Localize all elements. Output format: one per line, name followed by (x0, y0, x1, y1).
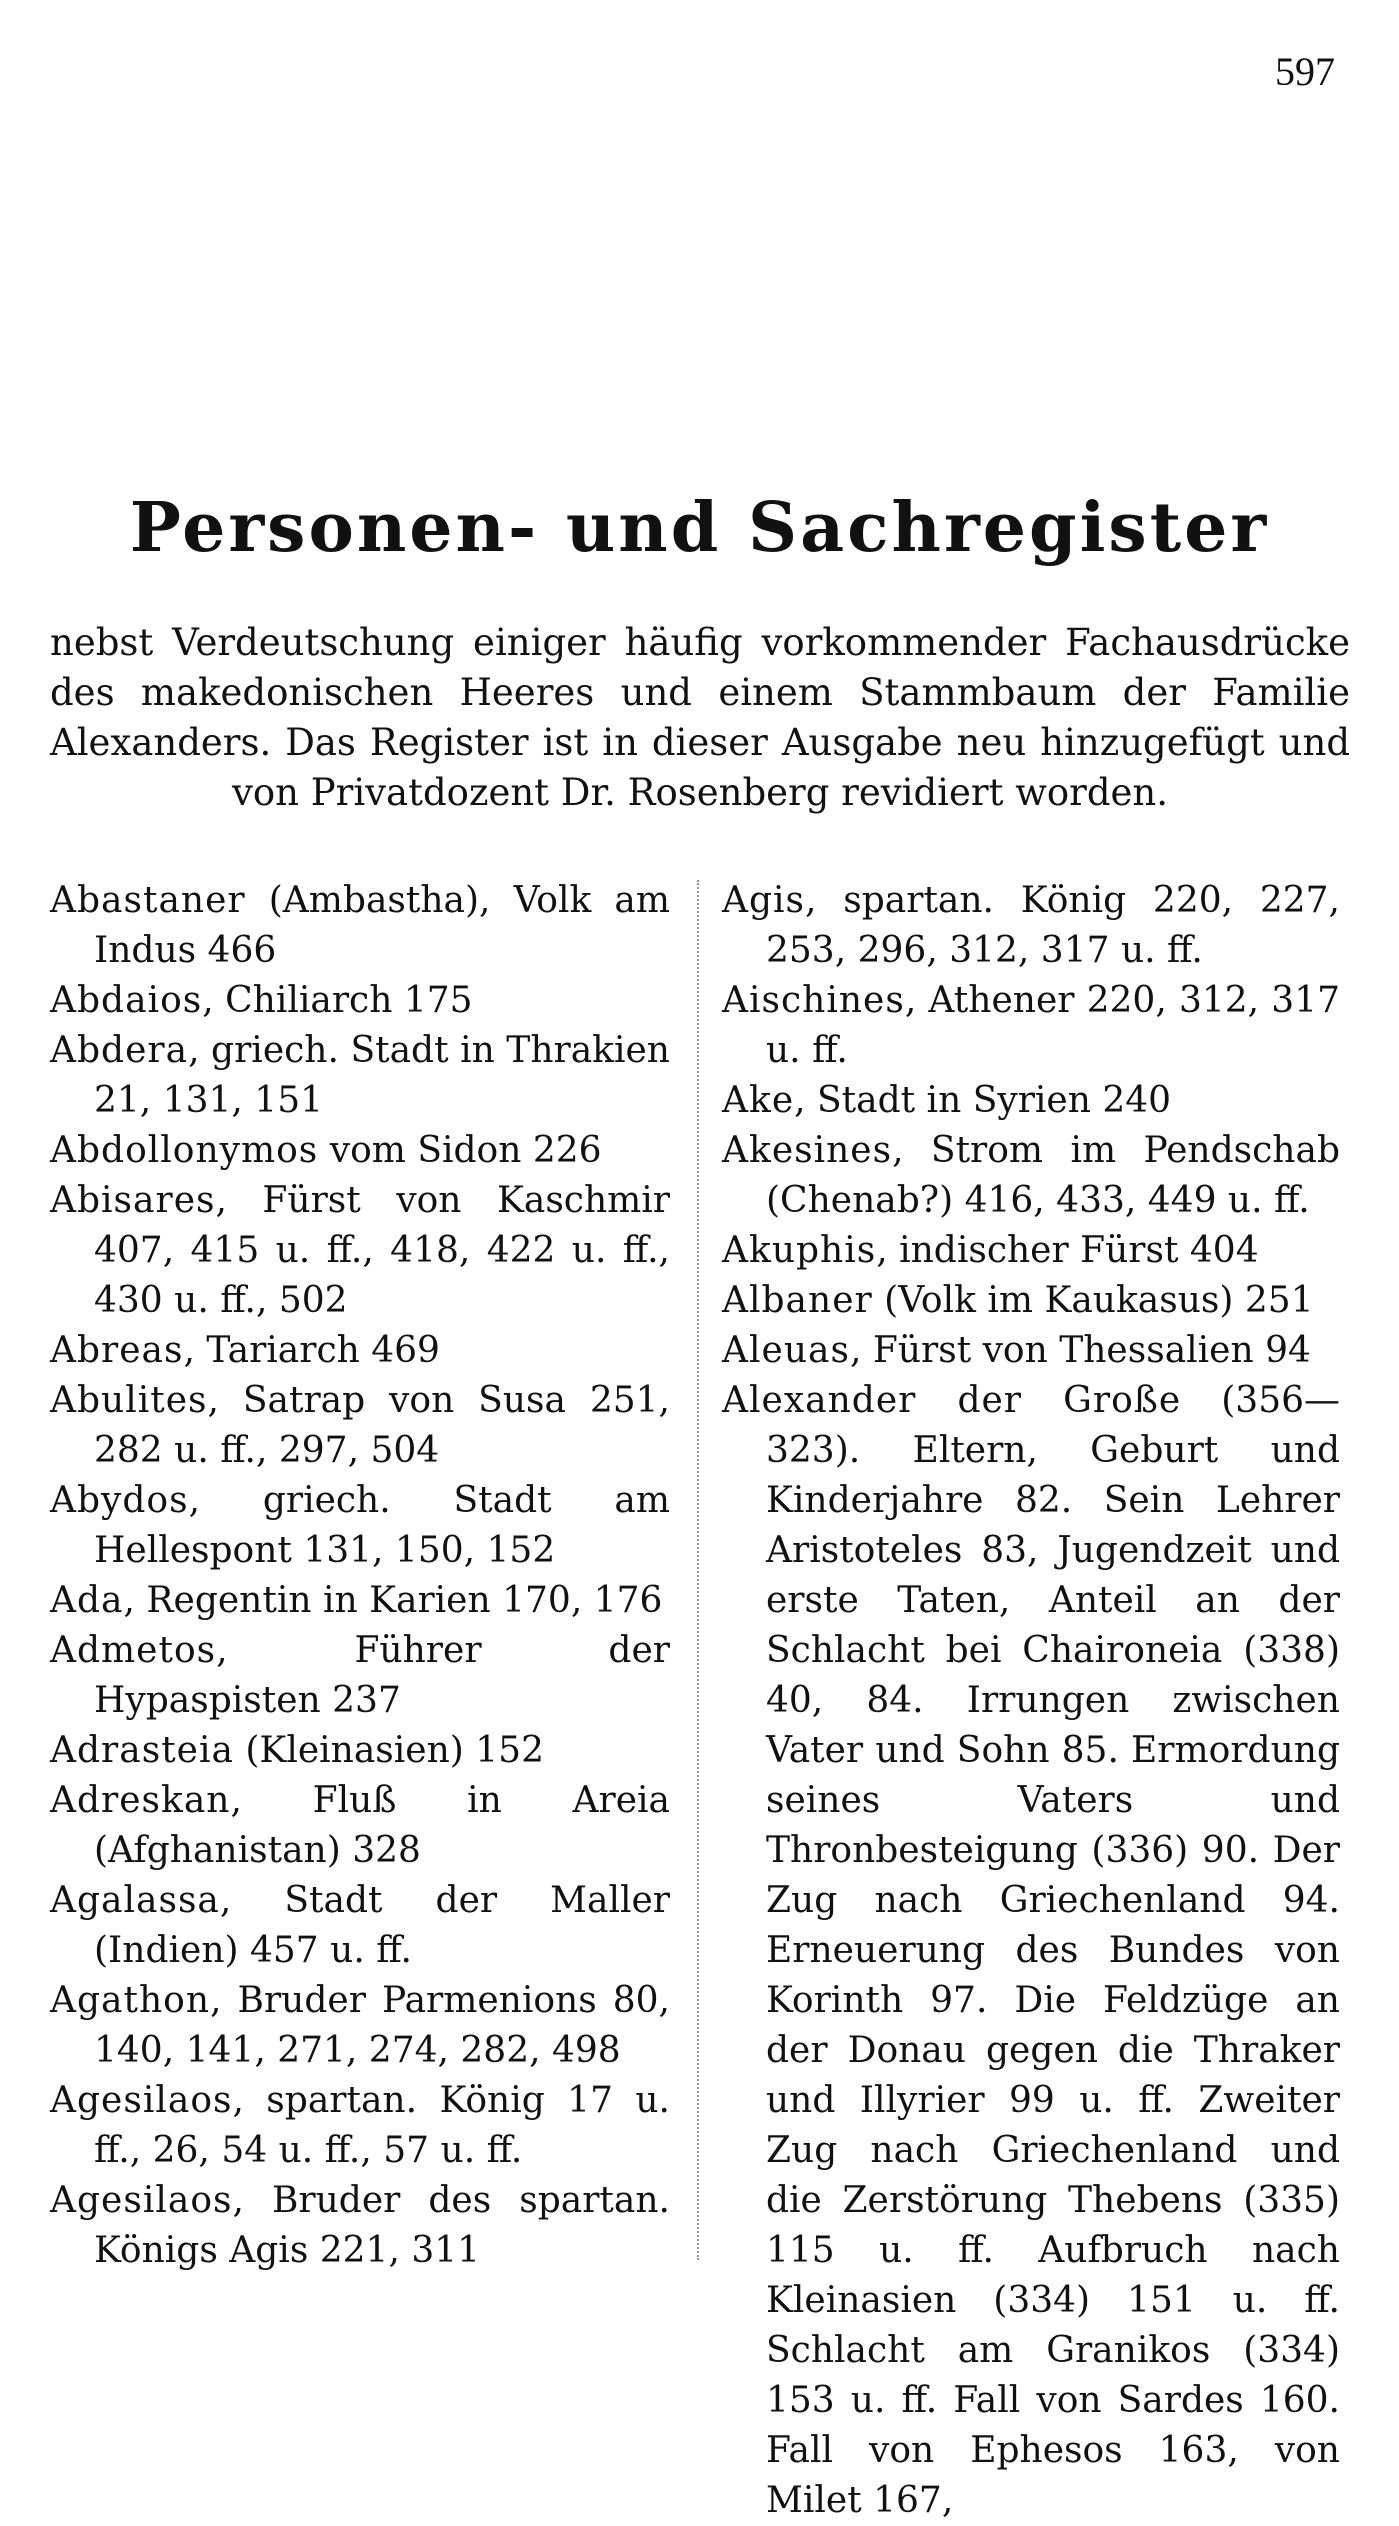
entry-headword: Abreas (50, 1330, 184, 1371)
index-entry (722, 1276, 1340, 1326)
entry-text: (356—323). Eltern, Geburt und Kinderjahre 82. Sein Lehrer Aristoteles 83, Jugendzeit und erste Taten, Anteil an der Schlacht bei Chaironeia (338) 40, 84. Irrungen zwischen Vater und Sohn 85. Ermordung seines Vaters und Thronbesteigung (336) 90. Der Zug nach Griechenland 94. Erneuerung des Bundes von Korinth 97. Die Feldzüge an der Donau gegen die Thraker und Illyrier 99 u. ff. Zweiter Zug nach Griechenland und die Zerstörung Thebens (335) 115 u. ff. Aufbruch nach Kleinasien (334) 151 u. ff. Schlacht am Granikos (334) 153 u. ff. Fall von Sardes 160. Fall von Ephesos 163, von Milet 167, (766, 1380, 1341, 2521)
entry-headword: Agalassa (50, 1880, 220, 1921)
entry-headword: Ake (722, 1080, 795, 1121)
index-entry (50, 976, 670, 1026)
entry-headword: Abydos (50, 1480, 189, 1521)
entry-text: , Regentin in Karien 170, 176 (123, 1580, 663, 1621)
entry-headword: Abastaner (50, 880, 246, 921)
entry-headword: Akesines (722, 1130, 893, 1171)
entry-text: , Strom im Pendschab (Chenab?) 416, 433, 449 u. ff. (766, 1130, 1340, 1221)
entry-headword: Adreskan (50, 1780, 231, 1821)
entry-headword: Agesilaos (50, 2080, 233, 2121)
entry-headword: Aischines (722, 980, 905, 1021)
entry-headword: Abisares (50, 1180, 216, 1221)
entry-headword: Aleuas (722, 1330, 850, 1371)
index-entry (50, 2176, 670, 2276)
index-column-left (50, 876, 670, 2276)
entry-text: , spartan. König 220, 227, 253, 296, 312, 317 u. ff. (766, 880, 1340, 971)
entry-text: , Satrap von Susa 251, 282 u. ff., 297, 504 (94, 1380, 670, 1471)
entry-text: , Bruder Parmenions 80, 140, 141, 271, 274, 282, 498 (94, 1980, 670, 2071)
entry-text: vom Sidon 226 (318, 1130, 602, 1171)
entry-text: (Volk im Kaukasus) 251 (872, 1280, 1314, 1321)
page-title: Personen- und Sachregister (129, 488, 1270, 568)
index-entry (50, 1326, 670, 1376)
entry-headword: Admetos (50, 1630, 217, 1671)
entry-text: , Führer der Hypaspisten 237 (94, 1630, 670, 1721)
entry-text: , Fluß in Areia (Afghanistan) 328 (94, 1780, 670, 1871)
index-entry (50, 1776, 670, 1876)
entry-text: , griech. Stadt in Thrakien 21, 131, 151 (94, 1030, 670, 1121)
entry-headword: Akuphis (722, 1230, 877, 1271)
index-column-right (722, 876, 1340, 2526)
index-entry (50, 1976, 670, 2076)
entry-headword: Albaner (722, 1280, 873, 1321)
entry-headword: Adrasteia (50, 1730, 234, 1771)
entry-headword: Alexander der Große (722, 1380, 1182, 1421)
index-entry (722, 876, 1340, 976)
index-entry (50, 1576, 670, 1626)
entry-text: , Bruder des spartan. Königs Agis 221, 311 (94, 2180, 670, 2271)
entry-headword: Abdaios (50, 980, 203, 1021)
index-entry (50, 1876, 670, 1976)
entry-text: (Ambastha), Volk am Indus 466 (94, 880, 670, 971)
entry-headword: Ada (50, 1580, 124, 1621)
column-divider (697, 880, 699, 2260)
entry-text: , griech. Stadt am Hellespont 131, 150, 152 (94, 1480, 670, 1571)
index-entry (722, 1326, 1340, 1376)
entry-text: , Stadt der Maller (Indien) 457 u. ff. (94, 1880, 670, 1971)
page-number: 597 (1275, 49, 1335, 94)
page-subtitle: nebst Verdeutschung einiger häufig vorkommender Fachausdrücke des makedonischen Heeres und einem Stammbaum der Familie Alexanders. Das Register ist in dieser Ausgabe neu hinzugefügt und von Privatdozent Dr. Rosenberg revidiert worden. (50, 621, 1350, 814)
entry-headword: Abdera (50, 1030, 189, 1071)
entry-headword: Agathon (50, 1980, 211, 2021)
index-entry (50, 1126, 670, 1176)
entry-text: , Fürst von Thessalien 94 (849, 1330, 1311, 1371)
index-entry (722, 976, 1340, 1076)
index-entry (50, 2076, 670, 2176)
entry-text: , Fürst von Kaschmir 407, 415 u. ff., 418, 422 u. ff., 430 u. ff., 502 (94, 1180, 670, 1321)
index-entry (722, 1226, 1340, 1276)
index-entry (722, 1076, 1340, 1126)
entry-text: (Kleinasien) 152 (233, 1730, 544, 1771)
entry-text: , Athener 220, 312, 317 u. ff. (766, 980, 1340, 1071)
entry-text: , spartan. König 17 u. ff., 26, 54 u. ff., 57 u. ff. (94, 2080, 670, 2171)
entry-headword: Abdollonymos (50, 1130, 319, 1171)
index-entry-alexander (722, 1376, 1340, 2526)
index-entry (722, 1126, 1340, 1226)
entry-headword: Agesilaos (50, 2180, 233, 2221)
index-entry (50, 1376, 670, 1476)
entry-headword: Abulites (50, 1380, 208, 1421)
entry-text: , Stadt in Syrien 240 (794, 1080, 1172, 1121)
index-entry (50, 876, 670, 976)
entry-text: , Tariarch 469 (183, 1330, 440, 1371)
entry-headword: Agis (722, 880, 806, 921)
index-entry (50, 1026, 670, 1126)
index-entry (50, 1476, 670, 1576)
entry-text: , indischer Fürst 404 (876, 1230, 1259, 1271)
index-entry (50, 1176, 670, 1326)
index-entry (50, 1726, 670, 1776)
entry-text: , Chiliarch 175 (202, 980, 473, 1021)
index-entry (50, 1626, 670, 1726)
